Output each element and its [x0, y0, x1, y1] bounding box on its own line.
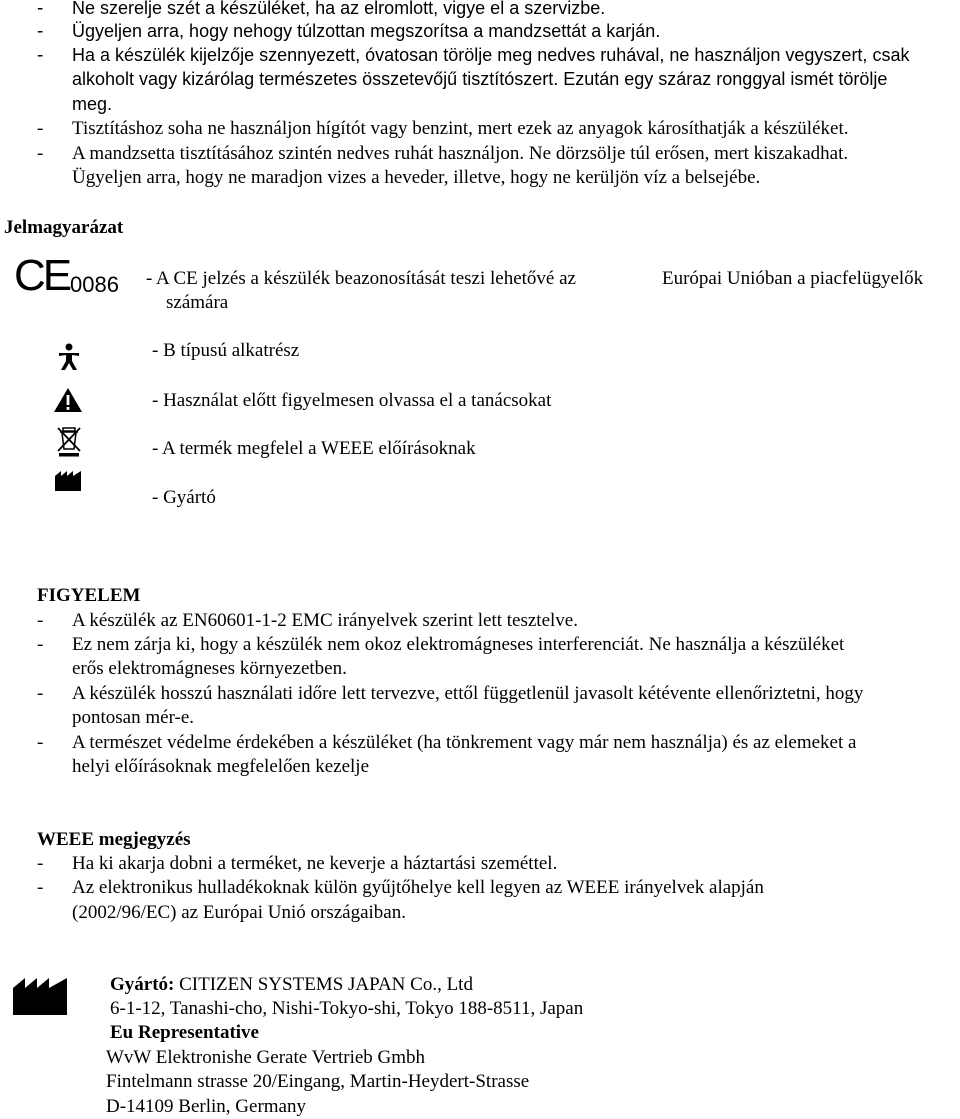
manufacturer-name-line	[110, 973, 473, 996]
eu-representative-line: WvW Elektronishe Gerate Vertrieb Gmbh	[106, 1047, 426, 1068]
cleaning-line: alkoholt vagy kizárólag természetes összetevőjű tisztítószert. Ezután egy száraz ronggyal ismét törölje	[72, 69, 888, 89]
weee-line: Az elektronikus hulladékoknak külön gyűjtőhelye kell legyen az WEEE irányelvek alapján	[72, 877, 764, 898]
warning-line: erős elektromágneses környezetben.	[72, 658, 347, 679]
eu-representative-line: D-14109 Berlin, Germany	[106, 1096, 306, 1117]
ce-mark-icon	[14, 251, 124, 300]
list-dash: -	[37, 853, 44, 874]
weee-heading: WEEE megjegyzés	[37, 829, 191, 850]
list-dash: -	[37, 732, 44, 753]
legend-item-text: - Használat előtt figyelmesen olvassa el a tanácsokat	[152, 390, 552, 411]
legend-item-text-cont: számára	[166, 292, 229, 313]
warning-line: A természet védelme érdekében a készüléket (ha tönkrement vagy már nem használja) és az elemeket a	[72, 732, 857, 753]
legend-item-text: - Gyártó	[152, 487, 216, 508]
warning-triangle-icon	[53, 387, 83, 413]
legend-item-text: - A termék megfelel a WEEE előírásoknak	[152, 438, 476, 459]
cleaning-line: Tisztításhoz soha ne használjon hígítót vagy benzint, mert ezek az anyagok károsíthatják a készüléket.	[72, 118, 849, 139]
warning-line: A készülék az EN60601-1-2 EMC irányelvek szerint lett tesztelve.	[72, 610, 578, 631]
list-dash: -	[37, 143, 44, 164]
list-dash: -	[37, 877, 44, 898]
warning-line: Ez nem zárja ki, hogy a készülék nem okoz elektromágneses interferenciát. Ne használja a készüléket	[72, 634, 845, 655]
cleaning-line: Ha a készülék kijelzője szennyezett, óvatosan törölje meg nedves ruhával, ne használjon vegyszert, csak	[72, 45, 910, 65]
ce-letters: CE	[14, 251, 70, 300]
manufacturer-icon	[12, 976, 68, 1016]
manufacturer-icon	[54, 470, 82, 492]
list-dash: -	[37, 0, 44, 19]
weee-crossed-bin-icon	[55, 425, 83, 457]
list-dash: -	[37, 634, 44, 655]
list-dash: -	[37, 45, 44, 66]
eu-representative-heading: Eu Representative	[110, 1022, 259, 1043]
warning-line: pontosan mér-e.	[72, 707, 195, 728]
list-dash: -	[37, 683, 44, 704]
type-b-applied-part-icon	[56, 343, 82, 371]
legend-item-text: - B típusú alkatrész	[152, 340, 300, 361]
cleaning-line: Ne szerelje szét a készüléket, ha az elromlott, vigye el a szervizbe.	[72, 0, 606, 18]
cleaning-line: Ügyeljen arra, hogy nehogy túlzottan megszorítsa a mandzsettát a karján.	[72, 21, 661, 41]
list-dash: -	[37, 21, 44, 42]
warning-heading: FIGYELEM	[37, 585, 141, 606]
legend-item-text: - A CE jelzés a készülék beazonosítását teszi lehetővé az	[146, 268, 576, 289]
list-dash: -	[37, 118, 44, 139]
warning-line: helyi előírásoknak megfelelően kezelje	[72, 756, 370, 777]
cleaning-line: meg.	[72, 94, 113, 114]
list-dash: -	[37, 610, 44, 631]
manufacturer-name: CITIZEN SYSTEMS JAPAN Co., Ltd	[174, 974, 473, 995]
weee-line: (2002/96/EC) az Európai Unió országaiban.	[72, 902, 406, 923]
weee-line: Ha ki akarja dobni a terméket, ne keverje a háztartási szeméttel.	[72, 853, 558, 874]
manufacturer-address: 6-1-12, Tanashi-cho, Nishi-Tokyo-shi, Tokyo 188-8511, Japan	[110, 998, 584, 1019]
cleaning-line: A mandzsetta tisztításához szintén nedves ruhát használjon. Ne dörzsölje túl erősen, mert kiszakadhat.	[72, 143, 849, 164]
ce-number: 0086	[70, 272, 119, 297]
eu-representative-line: Fintelmann strasse 20/Eingang, Martin-Heydert-Strasse	[106, 1071, 530, 1092]
manufacturer-label: Gyártó:	[110, 974, 175, 995]
legend-heading: Jelmagyarázat	[4, 217, 124, 238]
legend-item-text-right: Európai Unióban a piacfelügyelők	[662, 268, 924, 289]
warning-line: A készülék hosszú használati időre lett tervezve, ettől függetlenül javasolt kétévente ellenőriztetni, hogy	[72, 683, 864, 704]
cleaning-line: Ügyeljen arra, hogy ne maradjon vizes a heveder, illetve, hogy ne kerüljön víz a belsejébe.	[72, 167, 761, 188]
